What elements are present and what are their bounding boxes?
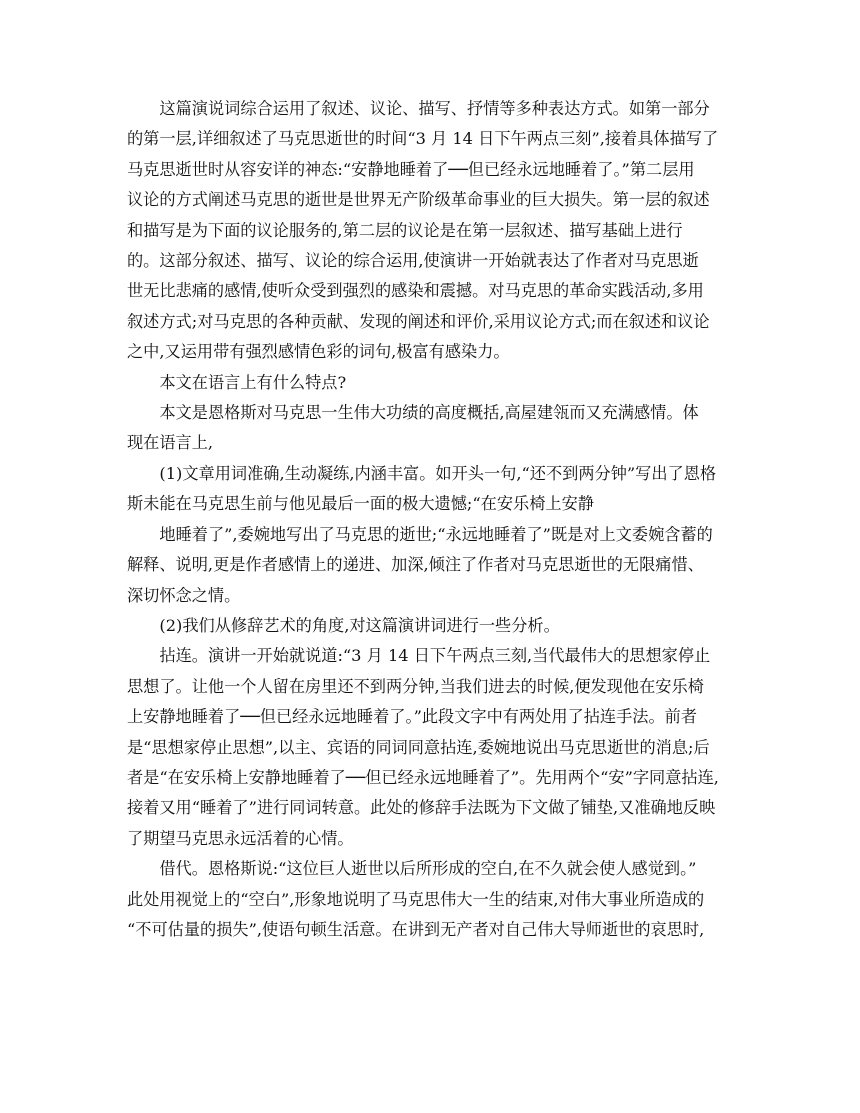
text-line: (2)我们从修辞艺术的角度,对这篇演讲词进行一些分析。 — [159, 615, 560, 635]
text-line: 马克思逝世时从容安详的神态:“安静地睡着了──但已经永远地睡着了。”第二层用 — [127, 159, 695, 179]
text-line: 叙述方式;对马克思的各种贡献、发现的阐述和评价,采用议论方式;而在叙述和议论 — [127, 311, 710, 331]
text-line: 者是“在安乐椅上安静地睡着了──但已经永远地睡着了”。先用两个“安”字同意拈连, — [127, 767, 719, 787]
text-line: 地睡着了”,委婉地写出了马克思的逝世;“永远地睡着了”既是对上文委婉含蓄的 — [159, 524, 713, 544]
text-line: 本文是恩格斯对马克思一生伟大功绩的高度概括,高屋建瓴而又充满感情。体 — [159, 403, 699, 423]
text-line: 深切怀念之情。 — [127, 585, 241, 605]
text-line: “不可估量的损失”,使语句顿生活意。在讲到无产者对自己伟大导师逝世的哀思时, — [127, 919, 705, 939]
text-line: 世无比悲痛的感情,使听众受到强烈的感染和震撼。对马克思的革命实践活动,多用 — [127, 281, 704, 301]
text-line: 议论的方式阐述马克思的逝世是世界无产阶级革命事业的巨大损失。第一层的叙述 — [127, 190, 710, 210]
text-line: 的第一层,详细叙述了马克思逝世的时间“3 月 14 日下午两点三刻”,接着具体描写了 — [127, 129, 719, 149]
text-line: 借代。恩格斯说:“这位巨人逝世以后所形成的空白,在不久就会使人感觉到。” — [159, 859, 697, 879]
text-line: 和描写是为下面的议论服务的,第二层的议论是在第一层叙述、描写基础上进行 — [127, 220, 683, 240]
text-line: 之中,又运用带有强烈感情色彩的词句,极富有感染力。 — [127, 342, 510, 362]
text-line: 解释、说明,更是作者感情上的递进、加深,倾注了作者对马克思逝世的无限痛惜、 — [127, 555, 704, 575]
text-line: 拈连。演讲一开始就说道:“3 月 14 日下午两点三刻,当代最伟大的思想家停止 — [159, 646, 711, 666]
text-line: 的。这部分叙述、描写、议论的综合运用,使演讲一开始就表达了作者对马克思逝 — [127, 251, 699, 271]
document-body — [127, 94, 733, 945]
text-line: 现在语言上, — [127, 433, 214, 453]
question-heading: 本文在语言上有什么特点? — [159, 372, 347, 392]
text-line: 上安静地睡着了──但已经永远地睡着了。”此段文字中有两处用了拈连手法。前者 — [127, 707, 698, 727]
text-line: (1)文章用词准确,生动凝练,内涵丰富。如开头一句,“还不到两分钟”写出了恩格 — [159, 463, 717, 483]
text-line: 接着又用“睡着了”进行同词转意。此处的修辞手法既为下文做了铺垫,又准确地反映 — [127, 798, 716, 818]
text-line: 是“思想家停止思想”,以主、宾语的同词同意拈连,委婉地说出马克思逝世的消息;后 — [127, 737, 710, 757]
text-line: 这篇演说词综合运用了叙述、议论、描写、抒情等多种表达方式。如第一部分 — [159, 99, 710, 118]
text-line: 此处用视觉上的“空白”,形象地说明了马克思伟大一生的结束,对伟大事业所造成的 — [127, 889, 705, 909]
text-line: 思想了。让他一个人留在房里还不到两分钟,当我们进去的时候,便发现他在安乐椅 — [127, 676, 704, 696]
text-line: 了期望马克思永远活着的心情。 — [127, 828, 354, 848]
text-line: 斯未能在马克思生前与他见最后一面的极大遗憾;“在安乐椅上安静 — [127, 494, 594, 514]
